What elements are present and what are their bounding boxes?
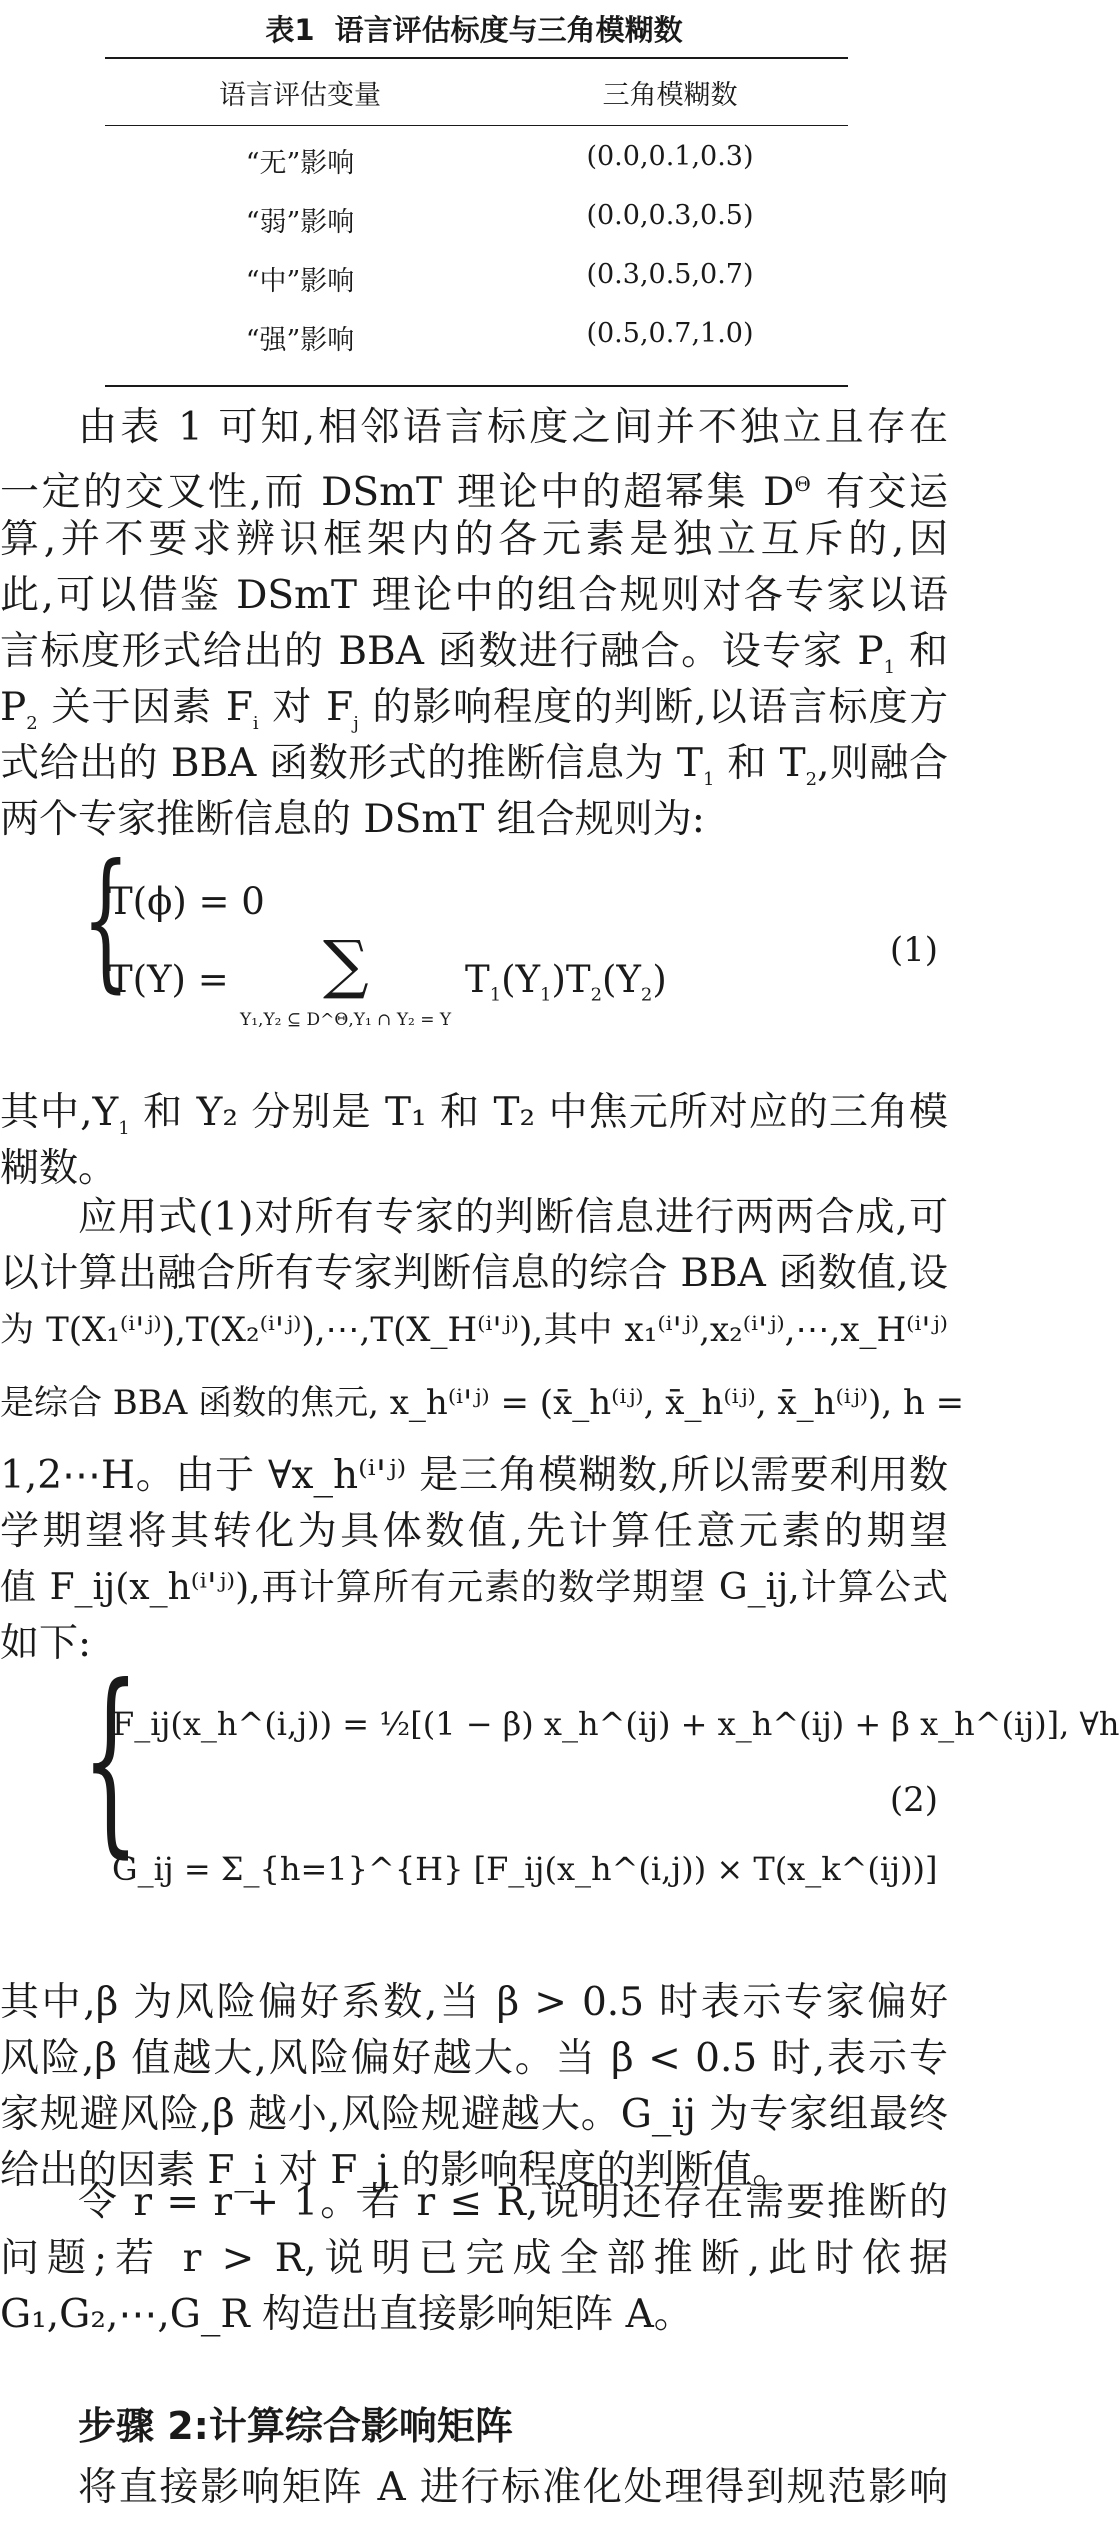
text-line: G₁,G₂,⋯,G_R 构造出直接影响矩阵 A。: [0, 2292, 693, 2337]
table-top-rule: [105, 57, 848, 59]
text-line: 算,并不要求辨识框架内的各元素是独立互斥的,因: [0, 517, 948, 562]
text-span: 言标度形式给出的 BBA 函数进行融合。设专家 P: [0, 629, 884, 674]
subscript: 1: [883, 656, 896, 678]
table-bottom-rule: [105, 385, 848, 387]
text-line: 给出的因素 F_i 对 F_j 的影响程度的判断值。: [0, 2148, 792, 2193]
eq1-line2-left: T(Y) =: [108, 958, 229, 1001]
table-cell: “弱”影响: [245, 207, 355, 238]
text-line: 家规避风险,β 越小,风险规避越大。G_ij 为专家组最终: [0, 2092, 948, 2137]
table-cell: (0.0,0.3,0.5): [586, 200, 754, 231]
summation-symbol: ∑: [323, 928, 369, 1002]
eq1-line1: T(ϕ) = 0: [108, 880, 265, 923]
text-line: 两个专家推断信息的 DSmT 组合规则为:: [0, 797, 705, 842]
subscript: 1: [702, 768, 715, 790]
table-cell: (0.3,0.5,0.7): [586, 259, 754, 290]
table-label: 表1: [265, 13, 315, 47]
text-line: [0, 680, 948, 736]
text-span: 和: [908, 629, 948, 674]
text-line: 此,可以借鉴 DSmT 理论中的组合规则对各专家以语: [0, 573, 948, 618]
subscript: 2: [26, 712, 38, 734]
theta-sup: Θ: [794, 472, 811, 496]
equation-number-1: (1): [889, 930, 938, 970]
text-span: 对 F: [272, 685, 354, 730]
text-line: 学期望将其转化为具体数值,先计算任意元素的期望: [0, 1509, 948, 1554]
paragraph-6: [0, 2460, 948, 2516]
equation-brace: {: [82, 833, 130, 1007]
text-line: 为 T(X₁⁽ⁱ'ʲ⁾),T(X₂⁽ⁱ'ʲ⁾),⋯,T(X_H⁽ⁱ'ʲ⁾),其中 x₁⁽ⁱ'ʲ⁾,x₂⁽ⁱ'ʲ⁾,⋯,x_H⁽ⁱ'ʲ⁾: [0, 1310, 948, 1350]
table-title: 语言评估标度与三角模糊数: [334, 13, 683, 47]
text-line: 以计算出融合所有专家判断信息的综合 BBA 函数值,设: [0, 1251, 948, 1296]
paragraph-4: [0, 1975, 948, 2199]
text-line: 值 F_ij(x_h⁽ⁱ'ʲ⁾),再计算所有元素的数学期望 G_ij,计算公式: [0, 1567, 948, 1608]
equation-brace: {: [82, 1643, 140, 1876]
summation-limits: Y₁,Y₂ ⊆ D^Θ,Y₁ ∩ Y₂ = Y: [240, 1010, 452, 1030]
paragraph-3: [0, 1190, 965, 1672]
subscript: i: [252, 712, 259, 734]
text-line: 将直接影响矩阵 A 进行标准化处理得到规范影响: [78, 2465, 948, 2510]
table-caption: [0, 8, 948, 49]
text-line: 应用式(1)对所有专家的判断信息进行两两合成,可: [78, 1195, 948, 1240]
eq2-line2: G_ij = Σ_{h=1}^{H} [F_ij(x_h^(i,j)) × T(x_k^(ij))]: [112, 1850, 938, 1888]
subscript: 2: [805, 768, 818, 790]
table-cell: (0.0,0.1,0.3): [586, 141, 754, 172]
eq2-line1: F_ij(x_h^(i,j)) = ½[(1 − β) x_h^(ij) + x_h^(ij) + β x_h^(ij)], ∀h: [112, 1705, 1119, 1743]
text-line: [0, 456, 948, 515]
text-line: 1,2⋯H。由于 ∀x_h⁽ⁱ'ʲ⁾ 是三角模糊数,所以需要利用数: [0, 1453, 948, 1498]
text-span: 有交运: [825, 470, 948, 515]
text-span: 和 Y₂ 分别是 T₁ 和 T₂ 中焦元所对应的三角模: [143, 1090, 948, 1135]
subscript: j: [353, 712, 359, 734]
text-line: 由表 1 可知,相邻语言标度之间并不独立且存在: [78, 405, 948, 450]
text-span: 关于因素 F: [51, 685, 253, 730]
table-header-rule: [105, 125, 848, 126]
table-cell: “无”影响: [245, 148, 355, 179]
table-header-variable: 语言评估变量: [219, 80, 381, 111]
paragraph-1: [0, 400, 948, 848]
step-heading: 步骤 2:计算综合影响矩阵: [78, 2404, 513, 2448]
text-line: 如下:: [0, 1621, 92, 1666]
text-line: [0, 736, 948, 792]
text-span: ,则融合: [817, 741, 948, 786]
text-span: P: [0, 685, 27, 730]
eq1-line2-right: $T_1(Y_1)T_2(Y_2)$: [465, 958, 667, 1006]
text-span: 式给出的 BBA 函数形式的推断信息为 T: [0, 741, 703, 786]
table-cell: (0.5,0.7,1.0): [586, 318, 754, 349]
text-span: 和 T: [727, 741, 806, 786]
paragraph-2: [0, 1085, 948, 1197]
text-line: 其中,β 为风险偏好系数,当 β > 0.5 时表示专家偏好: [0, 1980, 948, 2025]
text-line: 其中$,Y_1$ 和 Y₂ 分别是 T₁ 和 T₂ 中焦元所对应的三角模: [0, 1090, 948, 1139]
paragraph-5: [0, 2175, 948, 2343]
text-line: 风险,β 值越大,风险偏好越大。当 β < 0.5 时,表示专: [0, 2036, 948, 2081]
text-span: 一定的交叉性,而 DSmT 理论中的超幂集 D: [0, 470, 795, 515]
text-line: 问题;若 r > R,说明已完成全部推断,此时依据: [0, 2236, 948, 2281]
text-span: 其中,Y: [0, 1090, 119, 1135]
text-line: [0, 624, 948, 680]
table-cell: “强”影响: [245, 325, 355, 356]
text-span: 的影响程度的判断,以语言标度方: [372, 685, 948, 730]
table-cell: “中”影响: [245, 266, 355, 297]
table-header-fuzzy: 三角模糊数: [602, 80, 738, 111]
text-line: 是综合 BBA 函数的焦元, x_h⁽ⁱ'ʲ⁾ = (x̄_h⁽ⁱʲ⁾, x̄_h⁽ⁱʲ⁾, x̄_h⁽ⁱʲ⁾), h =: [0, 1383, 965, 1423]
equation-number-2: (2): [889, 1780, 938, 1820]
text-line: 令 r = r + 1。若 r ≤ R,说明还存在需要推断的: [78, 2180, 948, 2225]
text-line: 糊数。: [0, 1146, 118, 1191]
